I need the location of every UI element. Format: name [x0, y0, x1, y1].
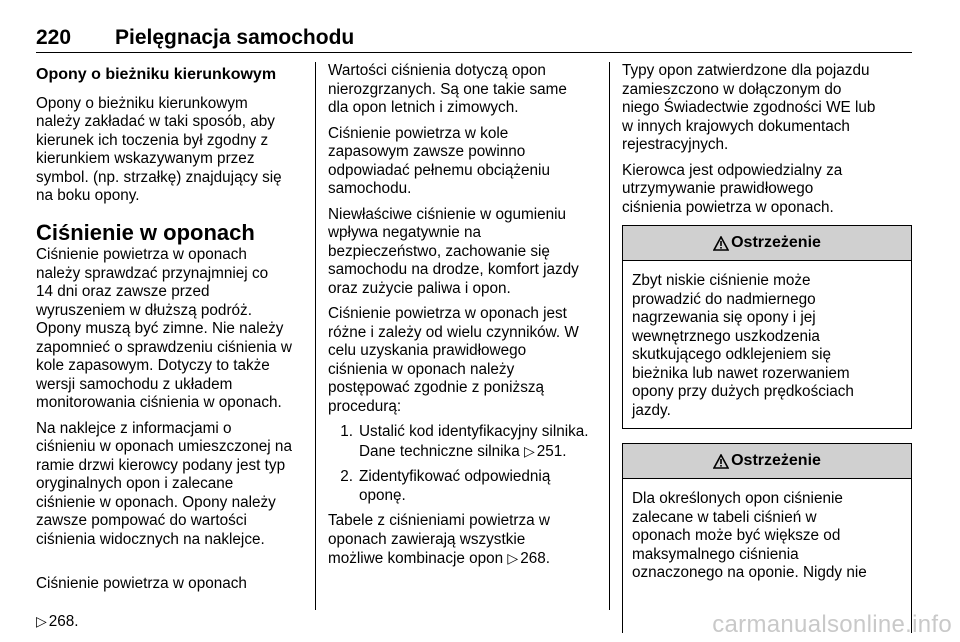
- warning-box: [622, 443, 912, 633]
- paragraph: Ciśnienie powietrza w kole zapasowym zawsze powinno odpowiadać pełnemu obciążeniu samochodu.: [328, 124, 550, 197]
- warning-title: Ostrzeżenie: [731, 233, 821, 251]
- page-reference-link[interactable]: 268.: [48, 612, 79, 630]
- column-divider: [609, 62, 610, 610]
- paragraph: Niewłaściwe ciśnienie w ogumieniu wpływa negatywnie na bezpieczeństwo, zachowanie się samochodu na drodze, komfort jazdy oraz zużycie paliwa i opon.: [328, 205, 579, 297]
- paragraph: Na naklejce z informacjami o ciśnieniu w oponach umieszczonej na ramie drzwi kierowcy podany jest typ oryginalnych opon i zalecane ciśnienie w oponach. Opony należy zawsze pompować do wartości ciśnienia widocznych na naklejce.: [36, 419, 292, 548]
- paragraph-text: Tabele z ciśnieniami powietrza w oponach zawierają wszystkie możliwe kombinacje opon: [328, 512, 550, 567]
- triangle-reference-icon: ▷: [523, 442, 535, 459]
- paragraph-with-reference: [328, 512, 596, 569]
- section-heading-tyre-pressure: Ciśnienie w oponach: [36, 219, 255, 245]
- subheading-directional-tyres: Opony o bieżniku kierunkowym: [36, 66, 277, 83]
- chapter-title: Pielęgnacja samochodu: [115, 26, 355, 49]
- triangle-reference-icon: ▷: [507, 550, 519, 566]
- list-item: [328, 468, 596, 505]
- paragraph: Wartości ciśnienia dotyczą opon nierozgrzanych. Są one takie same dla opon letnich i zimowych.: [328, 62, 567, 116]
- column-middle: [328, 62, 596, 576]
- procedure-list: [328, 423, 596, 505]
- warning-text: Zbyt niskie ciśnienie może prowadzić do nadmiernego nagrzewania się opony i jej wewnętrznego uszkodzenia skutkującego odklejeniem się bieżnika lub nawet rozerwaniem opony przy dużych prędkościach jazdy.: [632, 272, 854, 419]
- page-number: 220: [36, 26, 72, 49]
- paragraph: Typy opon zatwierdzone dla pojazdu zamieszczono w dołączonym do niego Świadectwie zgodności WE lub w innych krajowych dokumentach rejestracyjnych.: [622, 62, 876, 153]
- warning-header: [623, 226, 911, 261]
- list-item-label: Ustalić kod identyfikacyjny silnika. Dane techniczne silnika: [359, 423, 589, 460]
- paragraph: Ciśnienie powietrza w oponach jest różne i zależy od wielu czynników. W celu uzyskania prawidłowego ciśnienia w oponach należy postępować zgodnie z poniższą procedurą:: [328, 305, 579, 415]
- list-item-text: [359, 423, 589, 461]
- page-reference-link[interactable]: 268.: [520, 550, 550, 567]
- list-item: [328, 423, 596, 461]
- paragraph-with-reference: [36, 556, 302, 631]
- column-right: [622, 62, 914, 633]
- column-left: [36, 62, 302, 638]
- watermark: carmanualsonline.info: [712, 611, 952, 638]
- list-item-number: 2.: [340, 468, 353, 485]
- paragraph: Kierowca jest odpowiedzialny za utrzymywanie prawidłowego ciśnienia powietrza w oponach.: [622, 161, 843, 216]
- paragraph: Ciśnienie powietrza w oponach należy sprawdzać przynajmniej co 14 dni oraz zawsze przed wyruszeniem w dłuższą podróż. Opony muszą być zimne. Nie należy zapomnieć o sprawdzeniu ciśnienia w kole zapasowym. Dotyczy to także wersji samochodu z układem monitorowania ciśnienia w oponach.: [36, 246, 292, 411]
- paragraph-text: Ciśnienie powietrza w oponach: [36, 574, 247, 592]
- column-divider: [315, 62, 316, 610]
- warning-box: [622, 225, 912, 429]
- warning-triangle-icon: [713, 236, 729, 251]
- warning-header: [623, 444, 911, 479]
- page-header: [36, 22, 912, 53]
- list-item-number: 1.: [340, 423, 353, 440]
- paragraph: Opony o bieżniku kierunkowym należy zakładać w taki sposób, aby kierunek ich toczenia był zgodny z kierunkiem wskazywanym przez symbol. (np. strzałkę) znajdujący się na boku opony.: [36, 94, 282, 204]
- triangle-reference-icon: ▷: [36, 612, 47, 629]
- list-item-text: Zidentyfikować odpowiednią oponę.: [359, 468, 551, 504]
- warning-triangle-icon: [713, 454, 729, 469]
- page-reference-link[interactable]: 251.: [536, 442, 567, 460]
- warning-text: Dla określonych opon ciśnienie zalecane w tabeli ciśnień w oponach może być większe od maksymalnego ciśnienia oznaczonego na oponie. Nigdy nie: [632, 490, 867, 581]
- warning-title: Ostrzeżenie: [731, 451, 821, 469]
